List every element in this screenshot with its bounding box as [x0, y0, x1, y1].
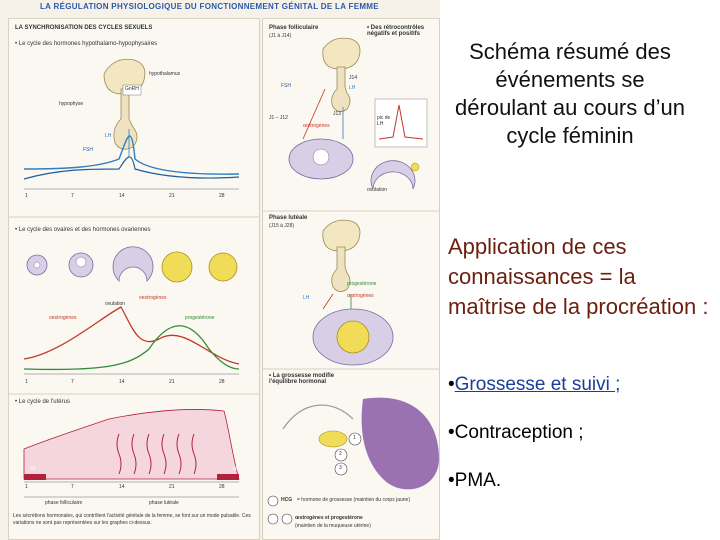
bullet-pma [448, 470, 620, 492]
day-tick: 7 [71, 193, 74, 199]
phase-folliculaire-label: phase folliculaire [45, 500, 83, 506]
oestro-proges-label: œstrogènes et progestérone [295, 515, 363, 521]
regles-right-bar [217, 474, 239, 480]
j14-label: J14 [349, 75, 358, 81]
oestrogen2-label-right: œstrogènes [347, 293, 374, 299]
phase-folliculaire-days: (J1 à J14) [269, 33, 292, 39]
ovulation-label: ovulation [105, 301, 126, 307]
day-tick: 21 [169, 379, 175, 385]
fsh-label-right: FSH [281, 83, 291, 89]
pma-text: PMA. [454, 470, 502, 491]
number-3: 3 [339, 465, 342, 471]
day-tick: 28 [219, 484, 225, 490]
uterus-pregnancy [362, 398, 439, 490]
j1-j12-label: J1 – J12 [269, 115, 288, 121]
oestrogen-label-right: œstrogènes [303, 123, 330, 129]
bullet-list [448, 374, 620, 518]
right-column-drawing [263, 19, 439, 539]
lh-label-right: LH [349, 85, 356, 91]
day-tick: 1 [25, 379, 28, 385]
regles-right-label: M [233, 466, 238, 472]
day-tick: 14 [119, 379, 125, 385]
synchro-heading: LA SYNCHRONISATION DES CYCLES SEXUELS [15, 25, 153, 31]
number-1: 1 [353, 435, 356, 441]
retrocontroles-label: • Des rétrocontrôles négatifs et positifs [367, 25, 425, 37]
left-column [8, 18, 260, 540]
regles-left-bar [24, 474, 46, 480]
summary-text: Schéma résumé des événements se déroulant au cours d’un cycle féminin [455, 39, 685, 148]
grossesse-link[interactable]: Grossesse et suivi ; [454, 374, 621, 395]
hormones-heading: • Le cycle des hormones hypothalamo-hypophysaires [15, 41, 158, 47]
day-tick: 14 [119, 193, 125, 199]
regles-left-label: M [31, 466, 36, 472]
ovary-heading: • Le cycle des ovaires et des hormones ovariennes [15, 227, 151, 233]
ovulating-follicle [113, 247, 153, 281]
bullet-mark: • [448, 470, 455, 491]
bullet-mark: • [448, 422, 455, 443]
bullet-mark: • [448, 374, 455, 395]
hypophyse-label: hypophyse [59, 101, 84, 107]
bullet-contraception [448, 422, 620, 444]
oestro-proges-text: (maintien de la muqueuse utérine) [295, 523, 371, 529]
pituitary-shape [114, 89, 137, 149]
contraception-text: Contraception ; [454, 422, 584, 443]
application-text: Application de ces connaissances = la maîtrise de la procréation : [448, 234, 709, 319]
phase-luteale-title: Phase lutéale [269, 215, 308, 221]
j13-label: J13 [333, 111, 342, 117]
oestrogen-left-label: oestrogènes [49, 315, 77, 321]
oestrogen-label: oestrogènes [139, 295, 167, 301]
grossesse-label: • La grossesse modifie l'équilibre hormonal [269, 373, 335, 385]
left-column-drawing [9, 19, 259, 539]
footnote: Les sécrétions hormonales, qui contrôlent l'activité génitale de la femme, se font sur un mode pulsatile. Ces variations ne sont pas représentées sur les graphes ci-dessus. [13, 513, 251, 526]
day-tick: 28 [219, 379, 225, 385]
hcg-text: = hormone de grossesse (maintien du corps jaune) [297, 497, 410, 503]
ovulation-label-right: ovulation [367, 187, 388, 193]
lh-label: LH [105, 133, 112, 139]
day-tick: 7 [71, 484, 74, 490]
phase-folliculaire-title: Phase folliculaire [269, 25, 319, 31]
phase-luteale-label: phase lutéale [149, 500, 179, 506]
hypothalamus-label: hypothalamus [149, 71, 181, 77]
lh2-label-right: LH [303, 295, 310, 301]
figure-title: LA RÉGULATION PHYSIOLOGIQUE DU FONCTIONNEMENT GÉNITAL DE LA FEMME [40, 2, 379, 11]
corpus-luteum [162, 252, 192, 282]
day-tick: 21 [169, 484, 175, 490]
hcg-label: HCG [281, 497, 293, 503]
progesterone-label: progestérone [185, 315, 215, 321]
number-2: 2 [339, 451, 342, 457]
uterus-heading: • Le cycle de l'utérus [15, 399, 70, 405]
gnrh-label: GnRH [125, 86, 139, 92]
day-tick: 14 [119, 484, 125, 490]
bullet-grossesse [448, 374, 620, 396]
progesterone-label-right: progestérone [347, 281, 377, 287]
day-tick: 21 [169, 193, 175, 199]
right-column [262, 18, 440, 540]
day-tick: 1 [25, 193, 28, 199]
fsh-label: FSH [83, 147, 93, 153]
day-tick: 28 [219, 193, 225, 199]
phase-luteale-days: (J15 à J28) [269, 223, 295, 229]
day-tick: 1 [25, 484, 28, 490]
day-tick: 7 [71, 379, 74, 385]
pic-lh-label: pic de LH [377, 115, 391, 127]
